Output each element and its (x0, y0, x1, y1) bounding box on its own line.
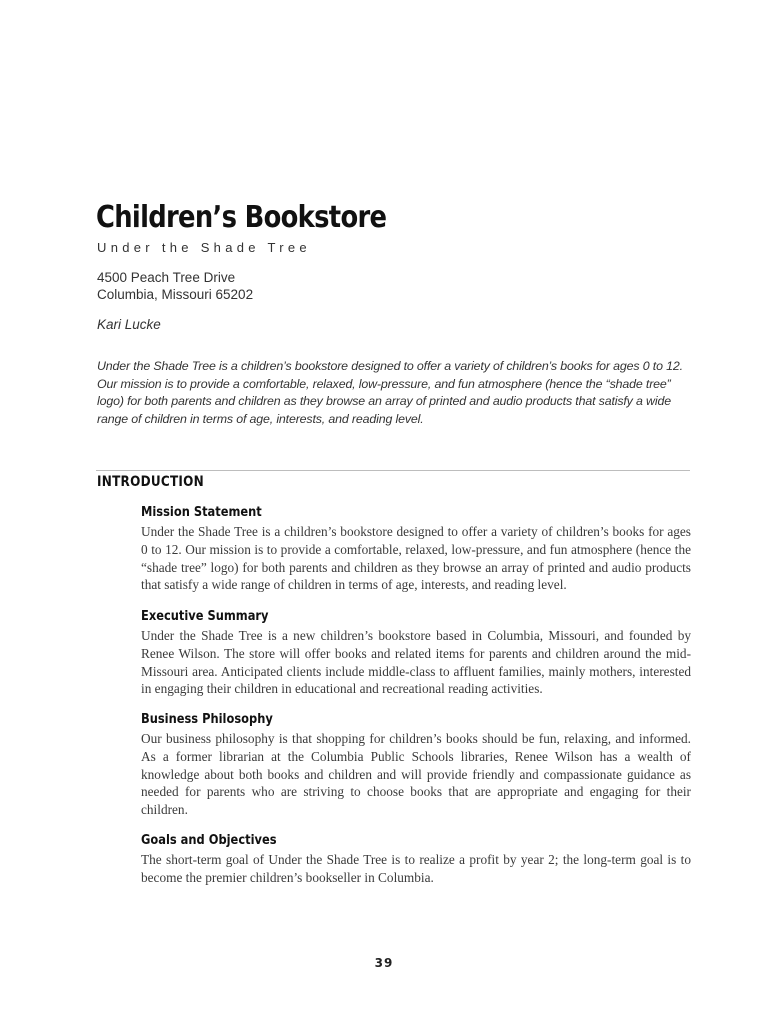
section-heading-introduction: INTRODUCTION (97, 474, 204, 490)
subsection-business-philosophy (141, 712, 691, 819)
address-block (97, 269, 253, 303)
section-divider (96, 470, 690, 471)
subsection-executive-summary (141, 609, 691, 698)
subsection-body: The short-term goal of Under the Shade Tree is to realize a profit by year 2; the long-term goal is to become the premier children’s bookseller in Columbia. (141, 852, 691, 885)
address-line: Columbia, Missouri 65202 (97, 287, 254, 302)
subsection-heading: Executive Summary (141, 609, 269, 624)
page-number: 39 (374, 956, 394, 970)
subsection-heading: Goals and Objectives (141, 833, 277, 848)
address-line: 4500 Peach Tree Drive (97, 270, 236, 285)
abstract-paragraph: Under the Shade Tree is a children’s bookstore designed to offer a variety of children’s books for ages 0 to 12. Our mission is to provide a comfortable, relaxed, low-pressure, and fun atmosphere (hence the “shade tree” logo) for both parents and children as they browse an array of printed and audio products that satisfy a wide range of children in terms of age, interests, and reading level. (97, 359, 683, 426)
subsection-body: Under the Shade Tree is a new children’s bookstore based in Columbia, Missouri, and founded by Renee Wilson. The store will offer books and related items for parents and children around the mid-Missouri area. Anticipated clients include middle-class to affluent families, mainly mothers, interested in engaging their children in educational and recreational reading activities. (141, 628, 691, 697)
subsection-heading: Business Philosophy (141, 712, 273, 727)
subsection-heading: Mission Statement (141, 505, 262, 520)
author-name: Kari Lucke (97, 317, 161, 332)
subsection-body: Our business philosophy is that shopping for children’s books should be fun, relaxing, and informed. As a former librarian at the Columbia Public Schools libraries, Renee Wilson has a wealth of knowledge about both books and children and will provide friendly and compassionate guidance as needed for parents who are striving to choose books that are appropriate and engaging for their children. (141, 731, 691, 818)
page-subtitle: Under the Shade Tree (97, 240, 311, 255)
subsection-goals-and-objectives (141, 833, 691, 887)
subsection-body: Under the Shade Tree is a children’s bookstore designed to offer a variety of children’s books for ages 0 to 12. Our mission is to provide a comfortable, relaxed, low-pressure, and fun atmosphere (hence the “shade tree” logo) for both parents and children as they browse an array of printed and audio products that satisfy a wide range of children in terms of age, interests, and reading level. (141, 524, 691, 593)
page-title: Children’s Bookstore (96, 200, 387, 235)
subsection-mission-statement (141, 505, 691, 594)
